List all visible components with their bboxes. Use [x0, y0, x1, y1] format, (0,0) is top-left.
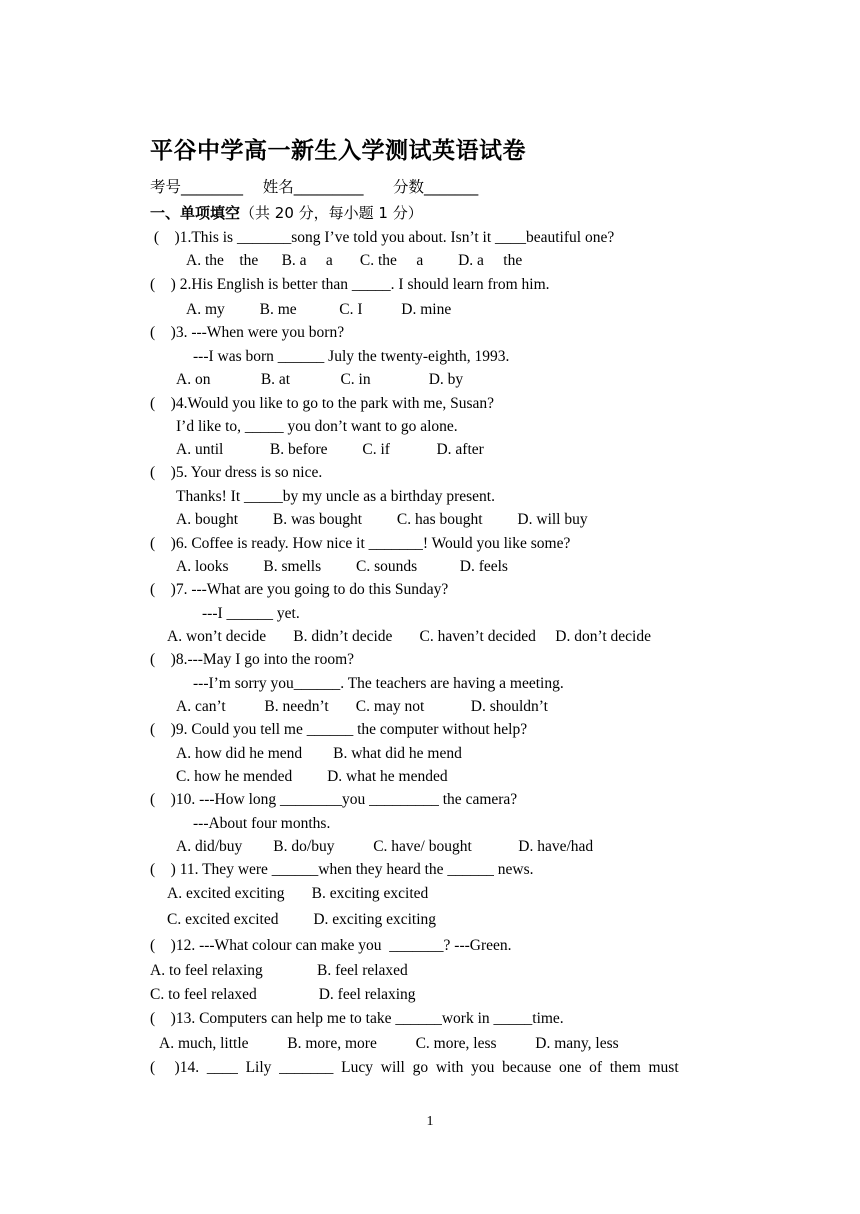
question-line: ---About four months. — [193, 815, 331, 832]
options-line: A. won’t decide B. didn’t decide C. haven’t decided D. don’t decide — [167, 628, 651, 645]
question-line: ---I was born ______ July the twenty-eighth, 1993. — [193, 348, 510, 365]
question-line: I’d like to, _____ you don’t want to go alone. — [176, 418, 458, 435]
section-note: （共 20 分，每小题 1 分） — [240, 204, 423, 222]
options-line: A. looks B. smells C. sounds D. feels — [176, 558, 508, 575]
options-line: A. my B. me C. I D. mine — [186, 301, 452, 318]
page-number: 1 — [426, 1114, 434, 1129]
question-line: ( )7. ---What are you going to do this Sunday? — [150, 581, 449, 598]
options-line: A. how did he mend B. what did he mend — [176, 745, 462, 762]
options-line: C. to feel relaxed D. feel relaxing — [150, 986, 416, 1003]
exam-header-fields: 考号________ 姓名_________ 分数_______ — [150, 178, 479, 196]
options-line: A. did/buy B. do/buy C. have/ bought D. have/had — [176, 838, 594, 855]
question-line: ( ) 11. They were ______when they heard the ______ news. — [150, 861, 534, 878]
section-heading — [150, 202, 423, 223]
question-line: ( )14. ____ Lily _______ Lucy will go with you because one of them must — [150, 1059, 679, 1076]
question-line: ( )3. ---When were you born? — [150, 324, 345, 341]
options-line: A. can’t B. needn’t C. may not D. shouldn’t — [176, 698, 548, 715]
options-line: C. excited excited D. exciting exciting — [167, 911, 437, 928]
question-line: ---I’m sorry you______. The teachers are having a meeting. — [193, 675, 564, 692]
question-line: ---I ______ yet. — [202, 605, 300, 622]
options-line: A. much, little B. more, more C. more, less D. many, less — [159, 1035, 619, 1052]
options-line: A. excited exciting B. exciting excited — [167, 885, 429, 902]
question-line: ( )5. Your dress is so nice. — [150, 464, 323, 481]
question-line: ( )13. Computers can help me to take ______work in _____time. — [150, 1010, 564, 1027]
options-line: A. until B. before C. if D. after — [176, 441, 484, 458]
question-line: ( )8.---May I go into the room? — [150, 651, 355, 668]
page-title: 平谷中学高一新生入学测试英语试卷 — [150, 138, 526, 164]
section-title: 一、单项填空 — [150, 204, 241, 222]
options-line: A. bought B. was bought C. has bought D. will buy — [176, 511, 588, 528]
options-line: A. to feel relaxing B. feel relaxed — [150, 962, 408, 979]
question-line: ( )4.Would you like to go to the park with me, Susan? — [150, 395, 495, 412]
question-line: ( ) 2.His English is better than _____. I should learn from him. — [150, 276, 550, 293]
question-line: ( )10. ---How long ________you _________ the camera? — [150, 791, 518, 808]
options-line: A. on B. at C. in D. by — [176, 371, 464, 388]
question-line: Thanks! It _____by my uncle as a birthday present. — [176, 488, 495, 505]
question-line: ( )6. Coffee is ready. How nice it _______! Would you like some? — [150, 535, 571, 552]
options-line: C. how he mended D. what he mended — [176, 768, 448, 785]
question-line: ( )1.This is _______song I’ve told you about. Isn’t it ____beautiful one? — [150, 229, 615, 246]
question-line: ( )9. Could you tell me ______ the computer without help? — [150, 721, 528, 738]
question-line: ( )12. ---What colour can make you _______? ---Green. — [150, 937, 512, 954]
options-line: A. the the B. a a C. the a D. a the — [186, 252, 523, 269]
